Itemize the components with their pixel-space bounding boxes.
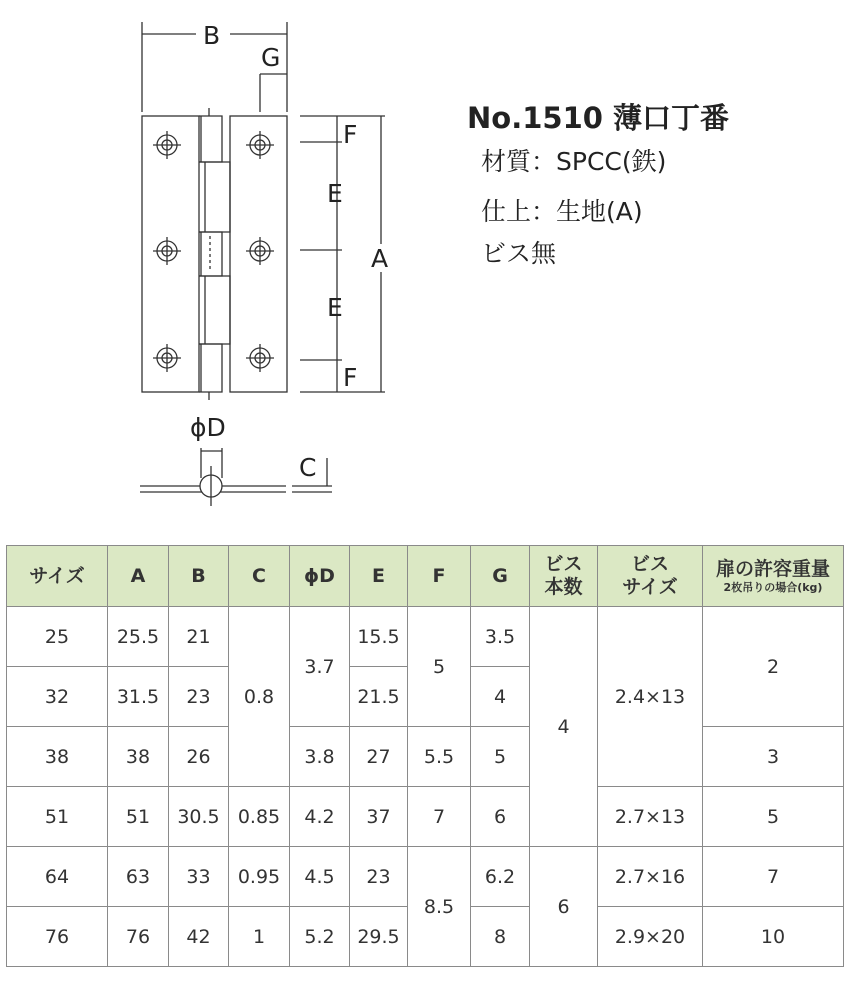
cell-screw-size: 2.7×13 xyxy=(598,787,703,847)
cell-D: 5.2 xyxy=(290,907,350,967)
cell-size: 64 xyxy=(7,847,108,907)
finish-spec: 仕上：生地(A) xyxy=(481,197,643,226)
cell-screw-size: 2.9×20 xyxy=(598,907,703,967)
cell-D: 3.8 xyxy=(290,727,350,787)
label-A: A xyxy=(371,244,389,273)
cell-size: 38 xyxy=(7,727,108,787)
table-row xyxy=(7,727,844,787)
table-row xyxy=(7,847,844,907)
cell-E: 37 xyxy=(350,787,408,847)
cell-E: 27 xyxy=(350,727,408,787)
cell-G: 6.2 xyxy=(471,847,530,907)
cell-load: 5 xyxy=(703,787,844,847)
cell-A: 31.5 xyxy=(108,667,169,727)
cell-A: 25.5 xyxy=(108,607,169,667)
cell-size: 32 xyxy=(7,667,108,727)
cell-G: 6 xyxy=(471,787,530,847)
label-E-top: E xyxy=(327,179,343,208)
header-C: C xyxy=(229,546,290,607)
cell-E: 15.5 xyxy=(350,607,408,667)
cell-load: 2 xyxy=(703,607,844,727)
cell-C: 0.8 xyxy=(229,607,290,787)
cell-G: 8 xyxy=(471,907,530,967)
cell-size: 51 xyxy=(7,787,108,847)
header-screw-count-line2: 本数 xyxy=(544,576,583,598)
label-B: B xyxy=(203,21,221,50)
spec-table xyxy=(6,545,844,967)
cell-D: 3.7 xyxy=(290,607,350,727)
cell-F: 8.5 xyxy=(408,847,471,967)
cell-load: 10 xyxy=(703,907,844,967)
cell-B: 42 xyxy=(169,907,229,967)
screws-spec: ビス無 xyxy=(481,239,557,268)
header-load-main: 扉の許容重量 xyxy=(715,557,830,580)
material-spec: 材質：SPCC(鉄) xyxy=(481,147,667,176)
cell-E: 29.5 xyxy=(350,907,408,967)
header-screw-size-line1: ビス xyxy=(630,553,669,575)
header-E: E xyxy=(350,546,408,607)
header-screw-count xyxy=(530,546,598,607)
header-G: G xyxy=(471,546,530,607)
label-F-top: F xyxy=(343,120,358,149)
table-header-row xyxy=(7,546,844,607)
label-C: C xyxy=(299,453,317,482)
cell-size: 25 xyxy=(7,607,108,667)
cell-B: 23 xyxy=(169,667,229,727)
cell-E: 21.5 xyxy=(350,667,408,727)
cell-D: 4.2 xyxy=(290,787,350,847)
product-info xyxy=(467,96,730,268)
header-A: A xyxy=(108,546,169,607)
cell-screw-count: 4 xyxy=(530,607,598,847)
cell-load: 3 xyxy=(703,727,844,787)
label-E-bottom: E xyxy=(327,293,343,322)
hinge-drawing xyxy=(0,0,440,520)
header-size: サイズ xyxy=(7,546,108,607)
cell-F: 5 xyxy=(408,607,471,727)
cell-C: 1 xyxy=(229,907,290,967)
cell-B: 33 xyxy=(169,847,229,907)
cell-C: 0.85 xyxy=(229,787,290,847)
cell-F: 5.5 xyxy=(408,727,471,787)
cell-B: 21 xyxy=(169,607,229,667)
cell-screw-size: 2.4×13 xyxy=(598,607,703,787)
cell-screw-size: 2.7×16 xyxy=(598,847,703,907)
header-F: F xyxy=(408,546,471,607)
label-G: G xyxy=(261,43,281,72)
header-load-sub: 2枚吊りの場合(kg) xyxy=(723,580,823,594)
cell-G: 3.5 xyxy=(471,607,530,667)
header-D: ϕD xyxy=(290,546,350,607)
table-row xyxy=(7,607,844,667)
cell-size: 76 xyxy=(7,907,108,967)
table-row xyxy=(7,787,844,847)
cell-A: 76 xyxy=(108,907,169,967)
cell-A: 63 xyxy=(108,847,169,907)
header-screw-size-line2: サイズ xyxy=(622,576,678,598)
cell-A: 38 xyxy=(108,727,169,787)
cell-F: 7 xyxy=(408,787,471,847)
cell-C: 0.95 xyxy=(229,847,290,907)
header-screw-count-line1: ビス xyxy=(544,553,583,575)
cell-G: 4 xyxy=(471,667,530,727)
cell-B: 26 xyxy=(169,727,229,787)
label-phiD: ϕD xyxy=(190,413,226,442)
cell-load: 7 xyxy=(703,847,844,907)
header-B: B xyxy=(169,546,229,607)
cell-G: 5 xyxy=(471,727,530,787)
header-screw-size xyxy=(598,546,703,607)
cell-B: 30.5 xyxy=(169,787,229,847)
cell-screw-count: 6 xyxy=(530,847,598,967)
cell-E: 23 xyxy=(350,847,408,907)
cell-D: 4.5 xyxy=(290,847,350,907)
product-title: No.1510 薄口丁番 xyxy=(467,101,730,135)
header-load xyxy=(703,546,844,607)
cell-A: 51 xyxy=(108,787,169,847)
label-F-bottom: F xyxy=(343,363,358,392)
